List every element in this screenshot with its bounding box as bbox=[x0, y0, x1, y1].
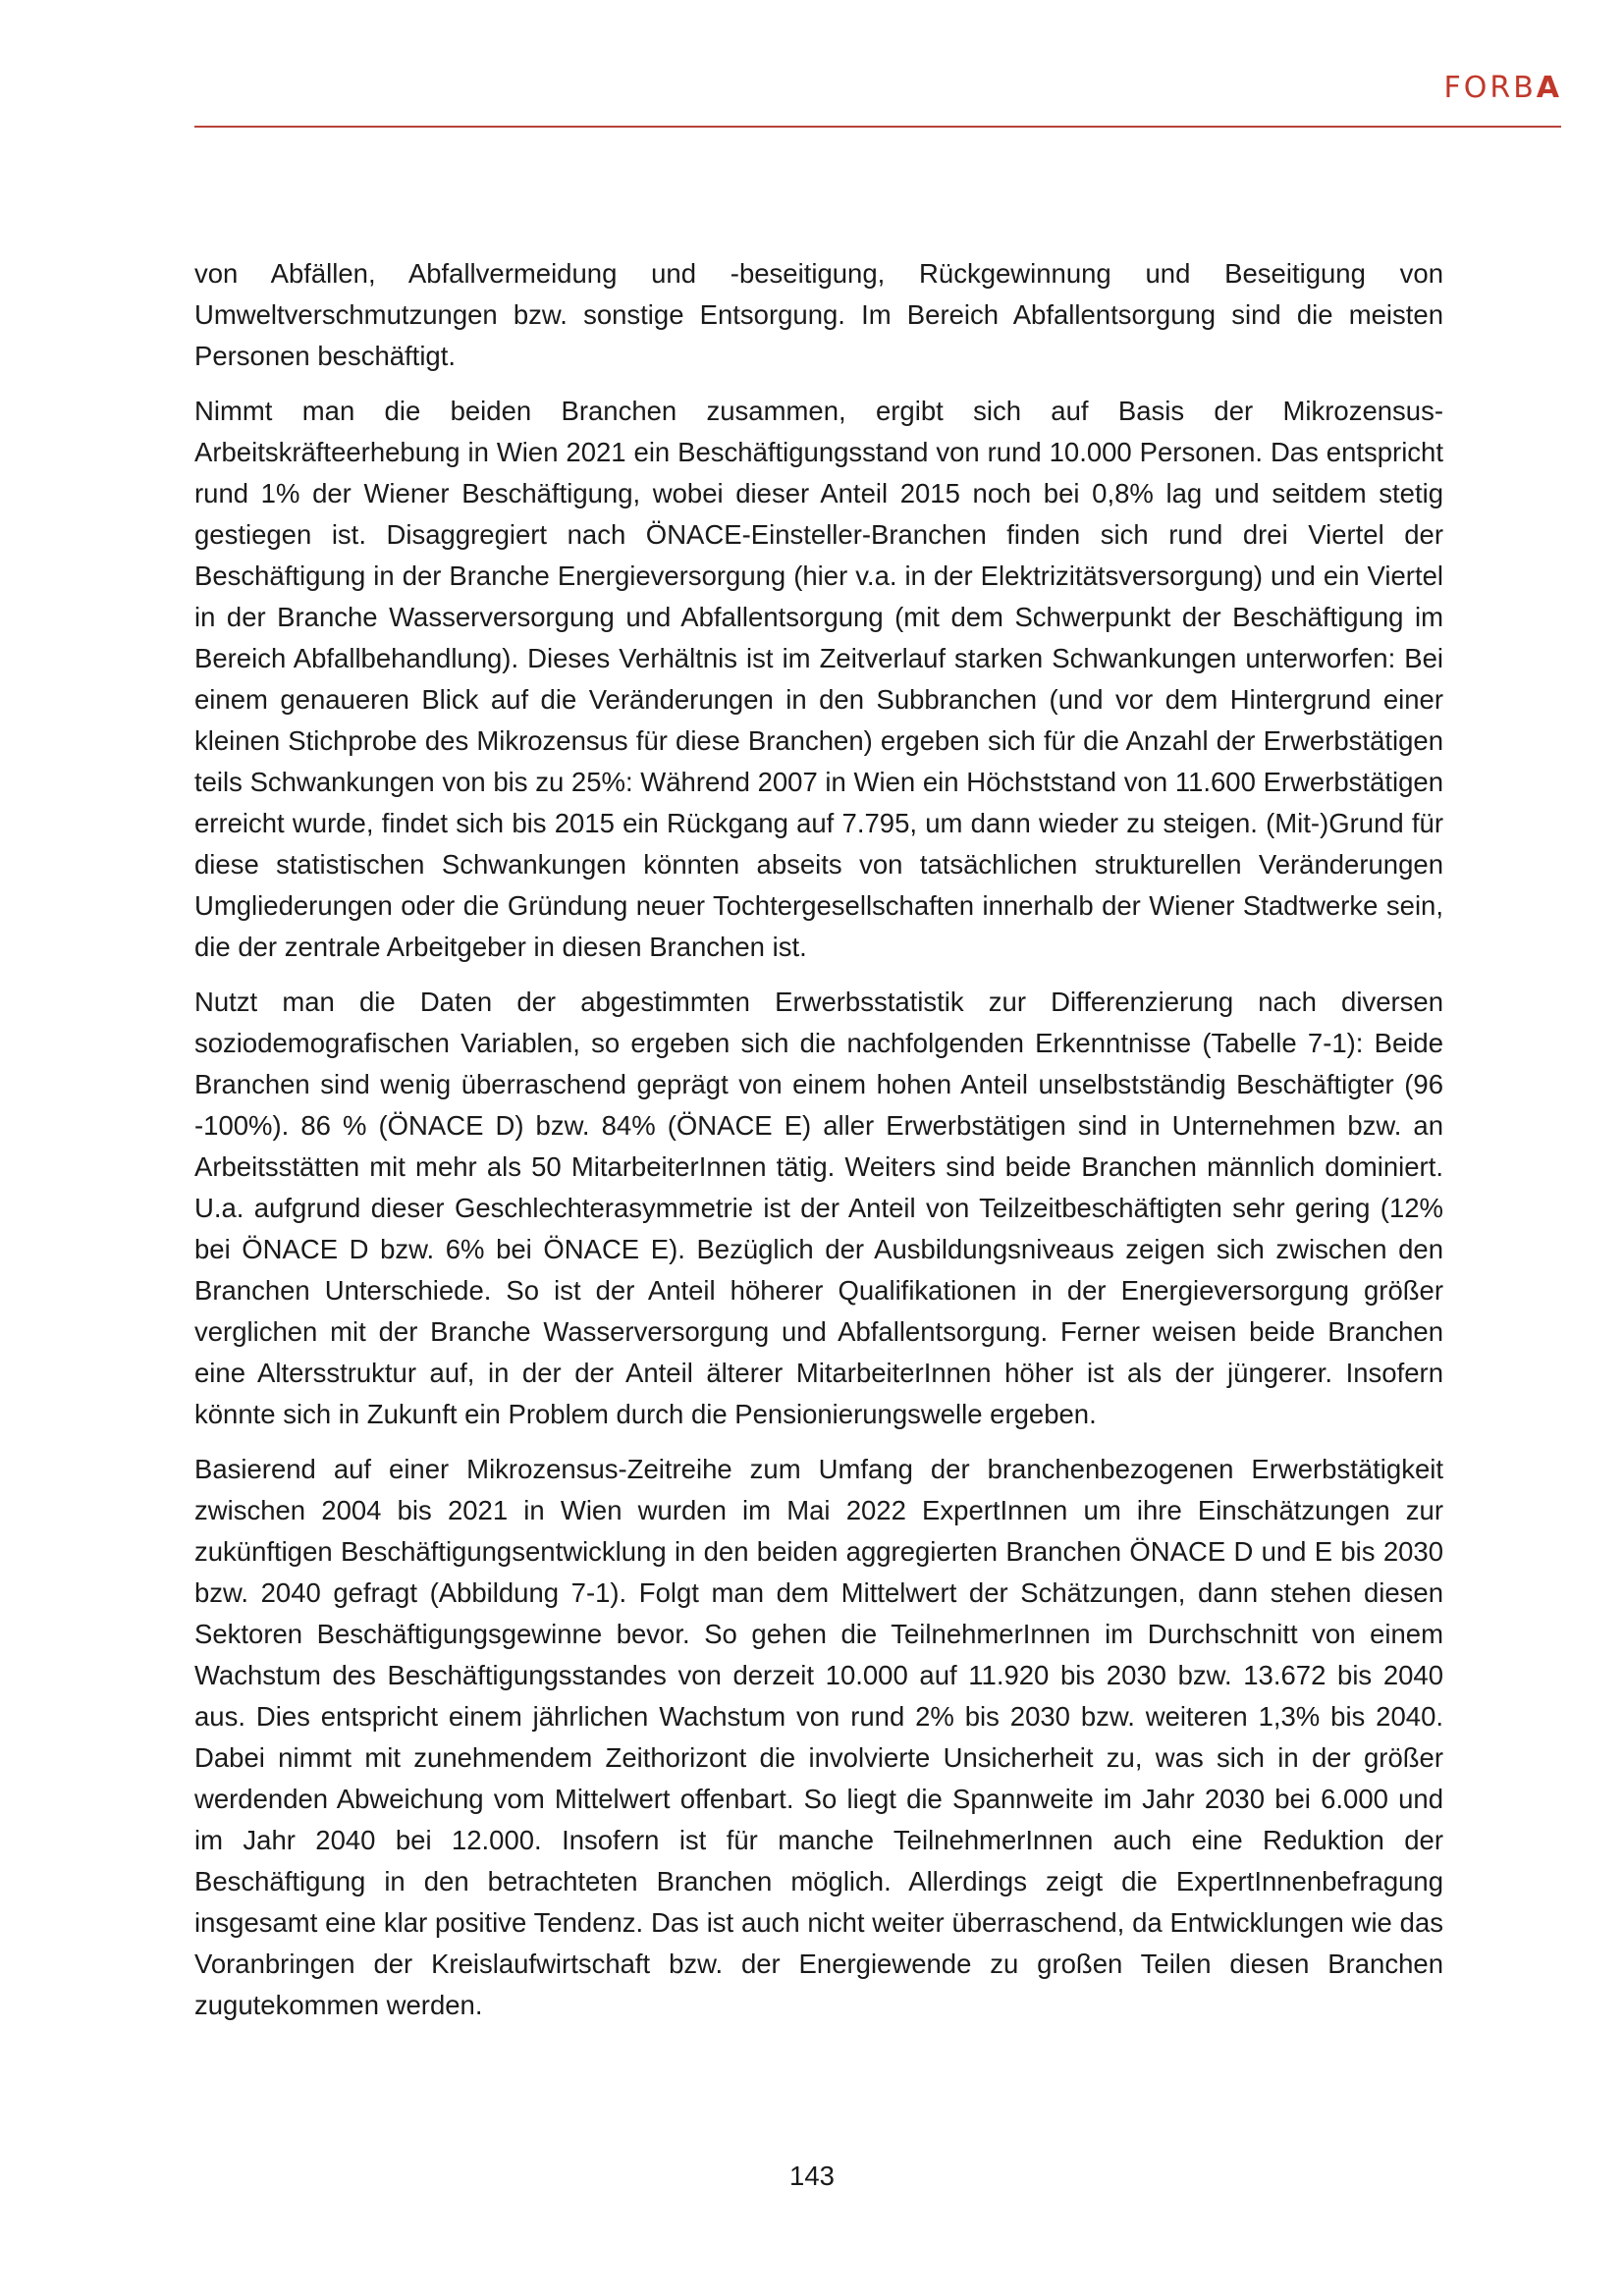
page-number: 143 bbox=[789, 2161, 835, 2191]
body-text bbox=[194, 253, 1443, 2040]
logo-text-regular: FORB bbox=[1443, 71, 1537, 105]
header-divider bbox=[194, 126, 1561, 128]
forba-logo bbox=[1443, 71, 1562, 105]
paragraph-2: Nimmt man die beiden Branchen zusammen, ergibt sich auf Basis der Mikrozensus-Arbeitskräfteerhebung in Wien 2021 ein Beschäftigungsstand von rund 10.000 Personen. Das entspricht rund 1% der Wiener Beschäftigung, wobei dieser Anteil 2015 noch bei 0,8% lag und seitdem stetig gestiegen ist. Disaggregiert nach ÖNACE-Einsteller-Branchen finden sich rund drei Viertel der Beschäftigung in der Branche Energieversorgung (hier v.a. in der Elektrizitätsversorgung) und ein Viertel in der Branche Wasserversorgung und Abfallentsorgung (mit dem Schwerpunkt der Beschäftigung im Bereich Abfallbehandlung). Dieses Verhältnis ist im Zeitverlauf starken Schwankungen unterworfen: Bei einem genaueren Blick auf die Veränderungen in den Subbranchen (und vor dem Hintergrund einer kleinen Stichprobe des Mikrozensus für diese Branchen) ergeben sich für die Anzahl der Erwerbstätigen teils Schwankungen von bis zu 25%: Während 2007 in Wien ein Höchststand von 11.600 Erwerbstätigen erreicht wurde, findet sich bis 2015 ein Rückgang auf 7.795, um dann wieder zu steigen. (Mit-)Grund für diese statistischen Schwankungen könnten abseits von tatsächlichen strukturellen Veränderungen Umgliederungen oder die Gründung neuer Tochtergesellschaften innerhalb der Wiener Stadtwerke sein, die der zentrale Arbeitgeber in diesen Branchen ist. bbox=[194, 396, 1443, 962]
paragraph-4: Basierend auf einer Mikrozensus-Zeitreihe zum Umfang der branchenbezogenen Erwerbstätigkeit zwischen 2004 bis 2021 in Wien wurden im Mai 2022 ExpertInnen um ihre Einschätzungen zur zukünftigen Beschäftigungsentwicklung in den beiden aggregierten Branchen ÖNACE D und E bis 2030 bzw. 2040 gefragt (Abbildung 7-1). Folgt man dem Mittelwert der Schätzungen, dann stehen diesen Sektoren Beschäftigungsgewinne bevor. So gehen die TeilnehmerInnen im Durchschnitt von einem Wachstum des Beschäftigungsstandes von derzeit 10.000 auf 11.920 bis 2030 bzw. 13.672 bis 2040 aus. Dies entspricht einem jährlichen Wachstum von rund 2% bis 2030 bzw. weiteren 1,3% bis 2040. Dabei nimmt mit zunehmendem Zeithorizont die involvierte Unsicherheit zu, was sich in der größer werdenden Abweichung vom Mittelwert offenbart. So liegt die Spannweite im Jahr 2030 bei 6.000 und im Jahr 2040 bei 12.000. Insofern ist für manche TeilnehmerInnen auch eine Reduktion der Beschäftigung in den betrachteten Branchen möglich. Allerdings zeigt die ExpertInnenbefragung insgesamt eine klar positive Tendenz. Das ist auch nicht weiter überraschend, da Entwicklungen wie das Voranbringen der Kreislaufwirtschaft bzw. der Energiewende zu großen Teilen diesen Branchen zugutekommen werden. bbox=[194, 1454, 1443, 2020]
logo-text-bold: A bbox=[1536, 71, 1562, 105]
paragraph-3: Nutzt man die Daten der abgestimmten Erwerbsstatistik zur Differenzierung nach diversen soziodemografischen Variablen, so ergeben sich die nachfolgenden Erkenntnisse (Tabelle 7-1): Beide Branchen sind wenig überraschend geprägt von einem hohen Anteil unselbstständig Beschäftigter (96 -100%). 86 % (ÖNACE D) bzw. 84% (ÖNACE E) aller Erwerbstätigen sind in Unternehmen bzw. an Arbeitsstätten mit mehr als 50 MitarbeiterInnen tätig. Weiters sind beide Branchen männlich dominiert. U.a. aufgrund dieser Geschlechterasymmetrie ist der Anteil von Teilzeitbeschäftigten sehr gering (12% bei ÖNACE D bzw. 6% bei ÖNACE E). Bezüglich der Ausbildungsniveaus zeigen sich zwischen den Branchen Unterschiede. So ist der Anteil höherer Qualifikationen in der Energieversorgung größer verglichen mit der Branche Wasserversorgung und Abfallentsorgung. Ferner weisen beide Branchen eine Altersstruktur auf, in der der Anteil älterer MitarbeiterInnen höher ist als der jüngerer. Insofern könnte sich in Zukunft ein Problem durch die Pensionierungswelle ergeben. bbox=[194, 987, 1443, 1429]
paragraph-1: von Abfällen, Abfallvermeidung und -beseitigung, Rückgewinnung und Beseitigung von Umweltverschmutzungen bzw. sonstige Entsorgung. Im Bereich Abfallentsorgung sind die meisten Personen beschäftigt. bbox=[194, 258, 1443, 371]
